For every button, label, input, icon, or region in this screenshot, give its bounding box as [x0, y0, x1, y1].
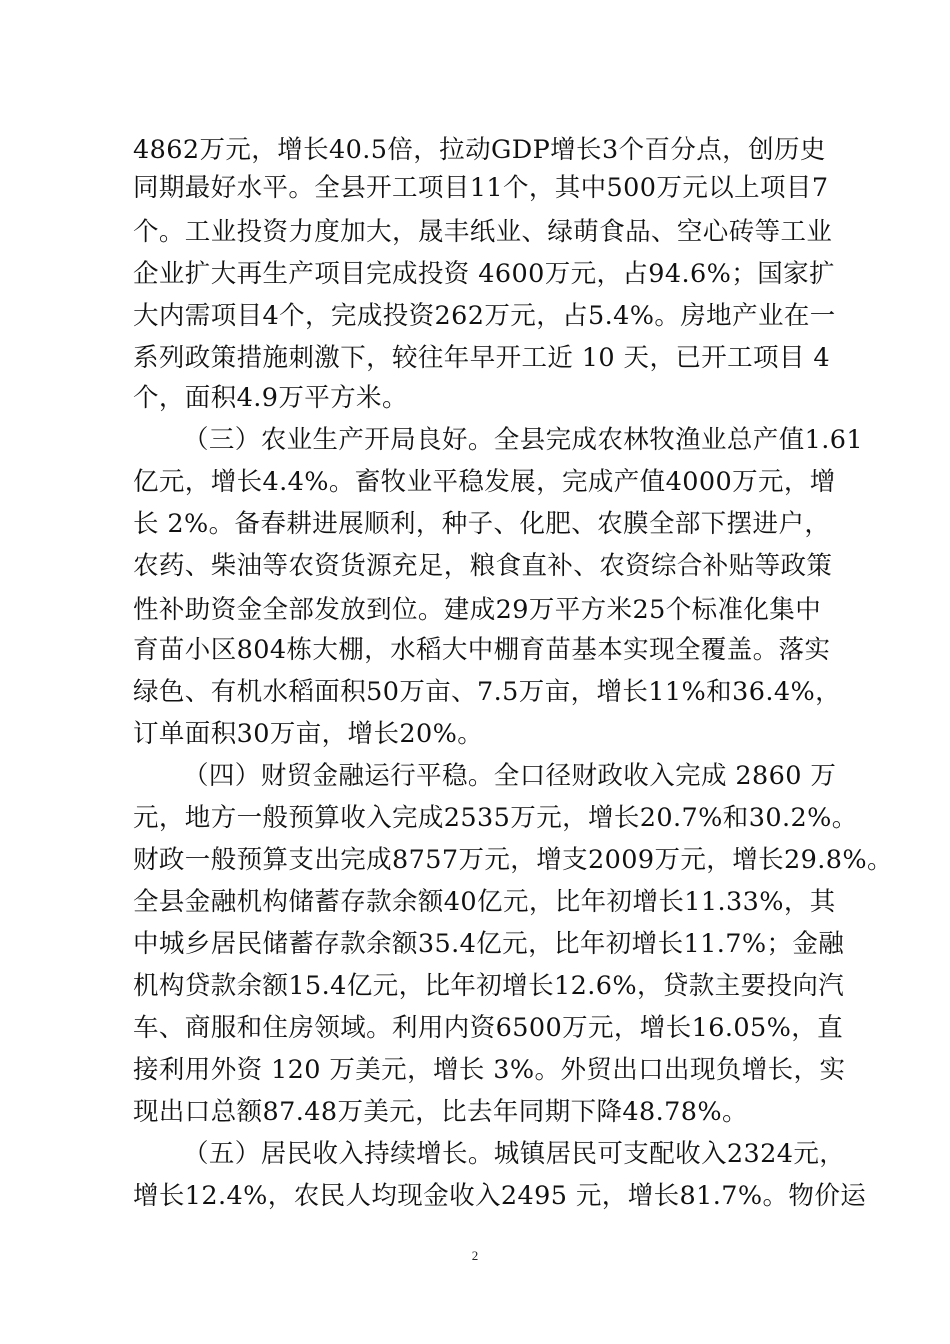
text-line: 个。工业投资力度加大，晟丰纸业、绿萌食品、空心砖等工业: [133, 217, 833, 247]
text-line: 车、商服和住房领域。利用内资6500万元，增长16.05%，直: [133, 1013, 844, 1043]
text-line: 同期最好水平。全县开工项目11个，其中500万元以上项目7: [133, 173, 829, 203]
text-line: 系列政策措施刺激下，较往年早开工近 10 天，已开工项目 4: [133, 343, 830, 373]
section-heading-three: （三）农业生产开局良好。全县完成农林牧渔业总产值1.61: [183, 425, 863, 455]
text-line: 元，地方一般预算收入完成2535万元，增长20.7%和30.2%。: [133, 803, 858, 833]
text-line: 订单面积30万亩，增长20%。: [133, 719, 484, 749]
text-line: 增长12.4%，农民人均现金收入2495 元，增长81.7%。物价运: [133, 1181, 867, 1211]
text-line: 农药、柴油等农资货源充足，粮食直补、农资综合补贴等政策: [133, 551, 833, 581]
section-heading-four: （四）财贸金融运行平稳。全口径财政收入完成 2860 万: [183, 761, 837, 791]
section-heading-five: （五）居民收入持续增长。城镇居民可支配收入2324元，: [183, 1139, 846, 1169]
text-line: 现出口总额87.48万美元，比去年同期下降48.78%。: [133, 1097, 748, 1127]
text-line: 绿色、有机水稻面积50万亩、7.5万亩，增长11%和36.4%，: [133, 677, 841, 707]
text-line: 亿元，增长4.4%。畜牧业平稳发展，完成产值4000万元，增: [133, 467, 836, 497]
text-line: 企业扩大再生产项目完成投资 4600万元，占94.6%；国家扩: [133, 259, 835, 289]
text-line: 育苗小区804栋大棚，水稻大中棚育苗基本实现全覆盖。落实: [133, 635, 831, 665]
text-line: 性补助资金全部发放到位。建成29万平方米25个标准化集中: [133, 595, 822, 625]
text-line: 接利用外资 120 万美元，增长 3%。外贸出口出现负增长，实: [133, 1055, 846, 1085]
text-line: 中城乡居民储蓄存款余额35.4亿元，比年初增长11.7%；金融: [133, 929, 845, 959]
text-line: 大内需项目4个，完成投资262万元，占5.4%。房地产业在一: [133, 301, 836, 331]
text-line: 长 2%。备春耕进展顺利，种子、化肥、农膜全部下摆进户，: [133, 509, 831, 539]
text-line: 个，面积4.9万平方米。: [133, 383, 408, 413]
page-number: 2: [471, 1248, 479, 1263]
text-line: 财政一般预算支出完成8757万元，增支2009万元，增长29.8%。: [133, 845, 893, 875]
text-line: 4862万元，增长40.5倍，拉动GDP增长3个百分点，创历史: [133, 135, 826, 165]
text-line: 全县金融机构储蓄存款余额40亿元，比年初增长11.33%，其: [133, 887, 836, 917]
text-line: 机构贷款余额15.4亿元，比年初增长12.6%，贷款主要投向汽: [133, 971, 845, 1001]
